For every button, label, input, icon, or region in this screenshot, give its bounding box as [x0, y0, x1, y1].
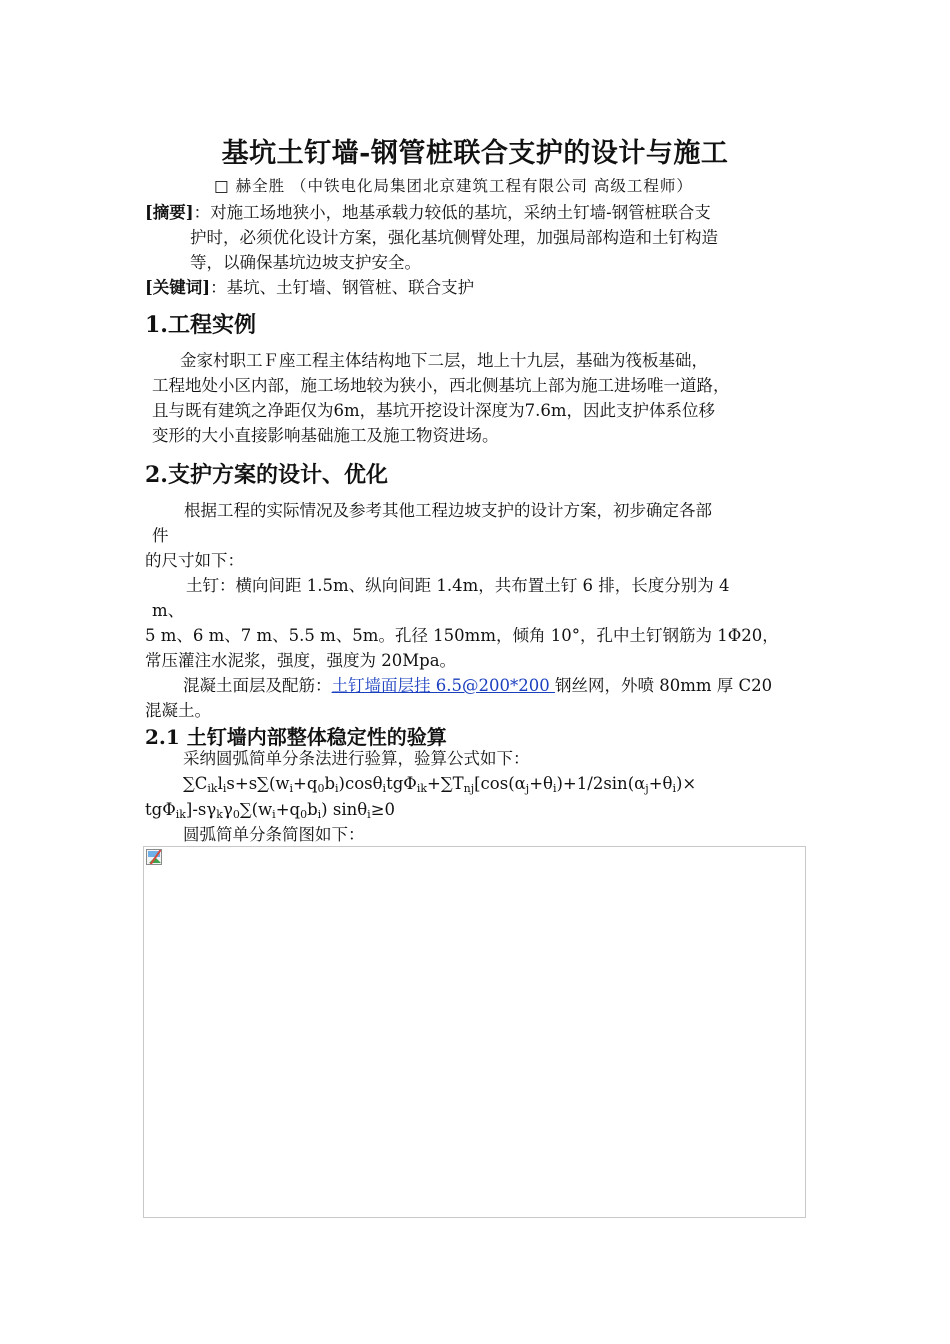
formula-part: s+s∑(w	[226, 774, 290, 793]
section-2-heading: 2.支护方案的设计、优化	[145, 462, 388, 488]
soil-nail-line: m、	[152, 601, 185, 620]
figure-placeholder	[143, 846, 806, 1218]
section-1-line: 且与既有建筑之净距仅为6m，基坑开挖设计深度为7.6m，因此支护体系位移	[152, 401, 716, 420]
abstract-line-3: 等，以确保基坑边坡支护安全。	[190, 253, 421, 272]
formula-subscript: j	[645, 782, 649, 795]
formula-part: ≥0	[370, 800, 396, 819]
keywords-label: [关键词]	[145, 278, 211, 297]
formula-subscript: i	[672, 782, 676, 795]
formula-subscript: i	[382, 782, 387, 795]
keywords-text: ：基坑、土钉墙、钢管桩、联合支护	[210, 278, 475, 297]
soil-nail-line: 土钉：横向间距 1.5m、纵向间距 1.4m，共布置土钉 6 排，长度分别为 4	[186, 576, 730, 595]
soil-nail-line: 常压灌注水泥浆，强度，强度为 20Mpa。	[145, 651, 457, 670]
formula-subscript: 0	[232, 808, 240, 821]
abstract-line-1	[145, 200, 711, 225]
section-1-line: 变形的大小直接影响基础施工及施工物资进场。	[152, 426, 499, 445]
facing-layer-link[interactable]: 土钉墙面层挂 6.5@200*200	[331, 676, 555, 695]
formula-part: +q	[275, 800, 301, 819]
document-title: 基坑土钉墙-钢管桩联合支护的设计与施工	[221, 138, 729, 169]
formula-part: +θ	[648, 774, 673, 793]
formula-part: b	[307, 800, 318, 819]
author-line: □ 赫全胜 （中铁电化局集团北京建筑工程有限公司 高级工程师）	[214, 177, 693, 195]
formula-part: ]-sγ	[185, 800, 217, 819]
formula-subscript: i	[222, 782, 227, 795]
section-2-paragraph-line: 件	[152, 526, 169, 545]
formula-subscript: i	[552, 782, 557, 795]
formula-subscript: k	[216, 808, 223, 821]
figure-caption: 圆弧简单分条简图如下：	[183, 825, 365, 844]
formula-subscript: i	[317, 808, 322, 821]
soil-nail-line: 5 m、6 m、7 m、5.5 m、5m。孔径 150mm，倾角 10°，孔中土钉钢筋为 1Φ20，	[145, 626, 779, 645]
formula-subscript: 0	[317, 782, 325, 795]
facing-layer-prefix: 混凝土面层及配筋：	[183, 676, 332, 695]
formula-part: +θ	[529, 774, 553, 793]
formula-part: b	[324, 774, 335, 793]
facing-layer-line-2: 混凝土。	[145, 701, 211, 720]
keywords-line	[145, 275, 474, 300]
formula-part: [cos(α	[474, 774, 526, 793]
formula-part: ) sinθ	[321, 800, 368, 819]
facing-layer-suffix: 钢丝网，外喷 80mm 厚 C20	[554, 676, 773, 695]
formula-subscript: i	[335, 782, 339, 795]
formula-subscript: 0	[300, 808, 308, 821]
formula-part: γ	[222, 800, 233, 819]
section-1-heading: 1.工程实例	[145, 312, 256, 338]
section-2-paragraph-line: 的尺寸如下：	[145, 551, 244, 570]
formula-part: )cosθ	[338, 774, 383, 793]
abstract-label: [摘要]	[145, 203, 194, 222]
formula-part: +q	[293, 774, 318, 793]
section-1-line: 金家村职工Ｆ座工程主体结构地下二层，地上十九层，基础为筏板基础，	[180, 351, 708, 370]
section-1-line: 工程地处小区内部，施工场地较为狭小，西北侧基坑上部为施工进场唯一道路，	[152, 376, 730, 395]
formula-part: ∑(w	[239, 800, 273, 819]
broken-image-icon	[146, 849, 162, 865]
formula-subscript: ik	[416, 782, 427, 795]
formula-subscript: ik	[207, 782, 218, 795]
formula-subscript: ik	[175, 808, 186, 821]
formula-part: )+1/2sin(α	[556, 774, 646, 793]
formula-subscript: nj	[463, 782, 475, 795]
formula-subscript: i	[272, 808, 276, 821]
section-2-paragraph-line: 根据工程的实际情况及参考其他工程边坡支护的设计方案，初步确定各部	[184, 501, 712, 520]
facing-layer-line	[183, 673, 772, 698]
abstract-text-1: ：对施工场地狭小，地基承载力较低的基坑，采纳土钉墙-钢管桩联合支	[193, 203, 711, 222]
abstract-line-2: 护时，必须优化设计方案，强化基坑侧臂处理，加强局部构造和土钉构造	[190, 228, 718, 247]
formula-part: +∑T	[427, 774, 464, 793]
section-2-1-heading: 2.1 土钉墙内部整体稳定性的验算	[145, 725, 447, 749]
formula-part: tgΦ	[386, 774, 417, 793]
method-intro: 采纳圆弧简单分条法进行验算，验算公式如下：	[183, 749, 530, 768]
formula-subscript: j	[525, 782, 530, 795]
formula-part: tgΦ	[145, 800, 176, 819]
formula-part: l	[217, 774, 223, 793]
formula-part: ∑C	[183, 774, 208, 793]
formula-part: )×	[676, 774, 697, 793]
formula-subscript: i	[367, 808, 371, 821]
formula-subscript: i	[289, 782, 294, 795]
